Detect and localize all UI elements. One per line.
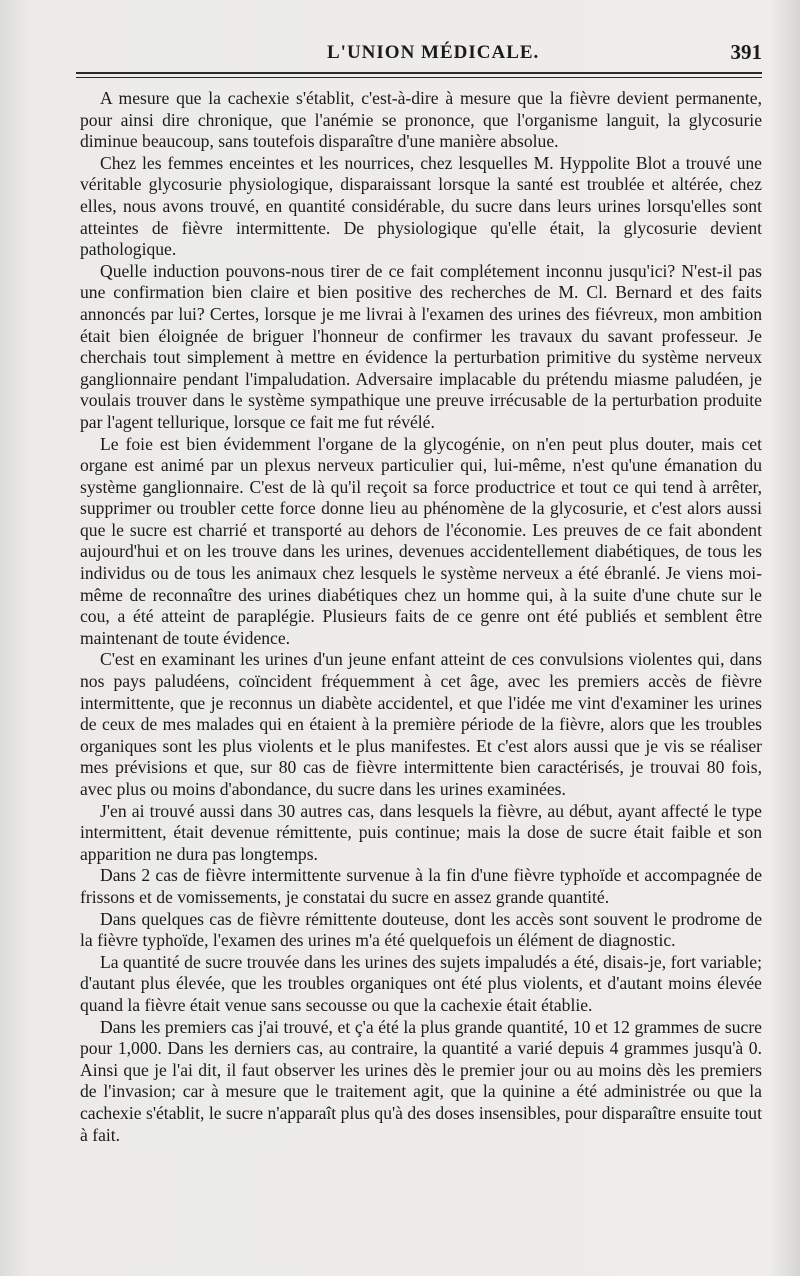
page-number: 391 <box>730 40 762 64</box>
paragraph: Dans quelques cas de fièvre rémittente douteuse, dont les accès sont souvent le prodrome de la fièvre typhoïde, l'examen des urines m'a été quelquefois un élément de diagnostic. <box>80 908 762 951</box>
paragraph: C'est en examinant les urines d'un jeune enfant atteint de ces convulsions violentes qui, dans nos pays paludéens, coïncident fréquemment à cet âge, avec les premiers accès de fièvre intermittente, que je reconnus un diabète accidentel, et que l'idée me vint d'examiner les urines de ceux de mes malades qui en étaient à la première période de la fièvre, alors que les troubles organiques sont les plus violents et le plus manifestes. Et c'est alors aussi que je vis se réaliser mes prévisions et que, sur 80 cas de fièvre intermittente bien caractérisés, je trouvai 80 fois, avec plus ou moins d'abondance, du sucre dans les urines examinées. <box>80 649 762 799</box>
paragraph: La quantité de sucre trouvée dans les urines des sujets impaludés a été, disais-je, fort variable; d'autant plus élevée, que les troubles organiques ont été plus violents, et d'autant moins élevée quand la fièvre était venue sans secousse ou que la cachexie était établie. <box>80 951 762 1015</box>
running-title: L'UNION MÉDICALE. <box>327 42 540 63</box>
header-rule <box>76 72 762 78</box>
page-header <box>80 34 762 64</box>
body-text <box>80 88 762 1146</box>
paragraph: Quelle induction pouvons-nous tirer de ce fait complétement inconnu jusqu'ici? N'est-il pas une confirmation bien claire et bien positive des recherches de M. Cl. Bernard et des faits annoncés par lui? Certes, lorsque je me livrai à l'examen des urines des fiévreux, mon ambition était bien éloignée de briguer l'honneur de confirmer les travaux du savant professeur. Je cherchais tout simplement à mettre en évidence la perturbation primitive du système nerveux ganglionnaire pendant l'impaludation. Adversaire implacable du prétendu miasme paludéen, je voulais trouver dans le système sympathique une preuve irrécusable de la perturbation produite par l'agent tellurique, lorsque ce fait me fut révélé. <box>80 260 762 432</box>
paragraph: Dans 2 cas de fièvre intermittente survenue à la fin d'une fièvre typhoïde et accompagnée de frissons et de vomissements, je constatai du sucre en assez grande quantité. <box>80 865 762 907</box>
paragraph: A mesure que la cachexie s'établit, c'est-à-dire à mesure que la fièvre devient permanente, pour ainsi dire chronique, que l'anémie se prononce, que l'organisme languit, la glycosurie diminue beaucoup, sans toutefois disparaître d'une manière absolue. <box>80 88 762 152</box>
paragraph: Le foie est bien évidemment l'organe de la glycogénie, on n'en peut plus douter, mais cet organe est animé par un plexus nerveux particulier qui, lui-même, n'est qu'une émanation du système ganglionnaire. C'est de là qu'il reçoit sa force productrice et tout ce qui tend à arrêter, supprimer ou troubler cette force donne lieu au phénomène de la glycosurie, et c'est alors aussi que le sucre est charrié et transporté au dehors de l'économie. Les preuves de ce fait abondent aujourd'hui et on les trouve dans les urines, devenues accidentellement diabétiques, de tous les individus ou de tous les animaux chez lesquels le système nerveux a été ébranlé. Je viens moi-même de reconnaître des urines diabétiques chez un homme qui, à la suite d'une chute sur le cou, a été atteint de paraplégie. Plusieurs faits de ce genre ont été publiés et semblent être maintenant de toute évidence. <box>80 433 762 648</box>
paragraph: Dans les premiers cas j'ai trouvé, et ç'a été la plus grande quantité, 10 et 12 grammes de sucre pour 1,000. Dans les derniers cas, au contraire, la quantité a varié depuis 4 grammes jusqu'à 0. Ainsi que je l'ai dit, il faut observer les urines dès le premier jour ou au moins dès les premiers de l'invasion; car à mesure que le traitement agit, que la quinine a été administrée ou que la cachexie s'établit, le sucre n'apparaît plus qu'à des doses insensibles, pour disparaître ensuite tout à fait. <box>80 1016 762 1145</box>
paragraph: Chez les femmes enceintes et les nourrices, chez lesquelles M. Hyppolite Blot a trouvé une véritable glycosurie physiologique, disparaissant lorsque la santé est troublée et altérée, chez elles, nous avons trouvé, en quantité considérable, du sucre dans leurs urines lorsqu'elles sont atteintes de fièvre intermittente. De physiologique qu'elle était, la glycosurie devient pathologique. <box>80 152 762 260</box>
paragraph: J'en ai trouvé aussi dans 30 autres cas, dans lesquels la fièvre, au début, ayant affecté le type intermittent, était devenue rémittente, puis continue; mais la dose de sucre était faible et son apparition ne dura pas longtemps. <box>80 800 762 864</box>
